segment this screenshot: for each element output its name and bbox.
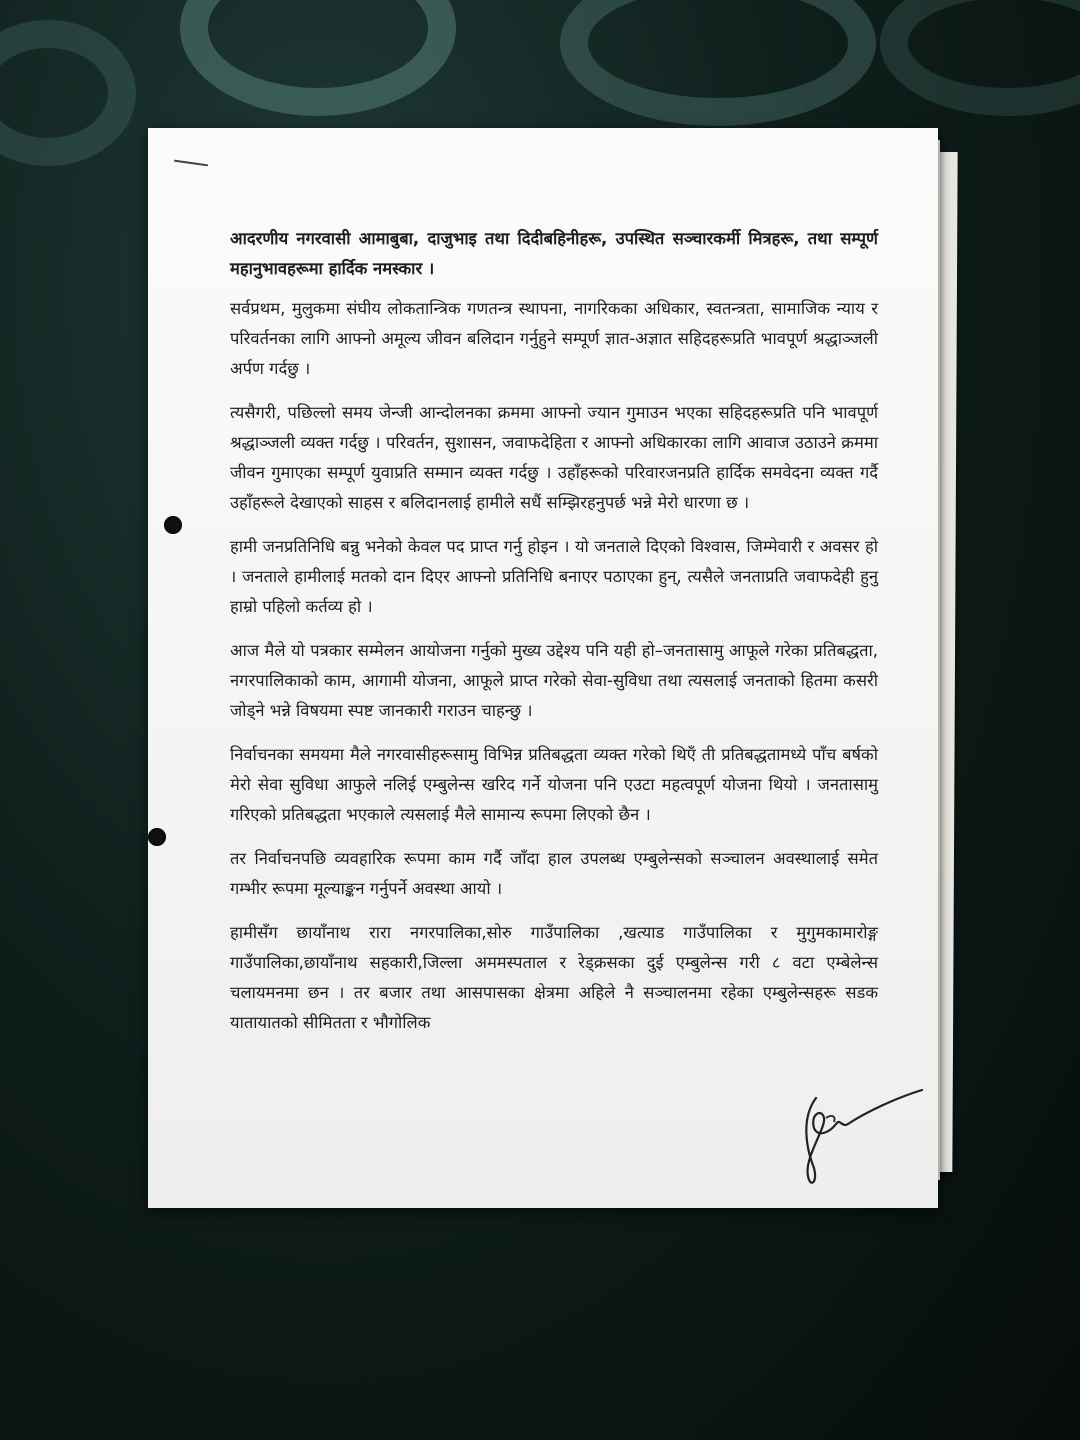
pen-mark	[174, 160, 208, 167]
paragraph: तर निर्वाचनपछि व्यवहारिक रूपमा काम गर्दै जाँदा हाल उपलब्ध एम्बुलेन्सको सञ्चालन अवस्थालाई समेत गम्भीर रूपमा मूल्याङ्कन गर्नुपर्ने अवस्था आयो ।	[230, 849, 878, 898]
paragraph: त्यसैगरी, पछिल्लो समय जेन्जी आन्दोलनका क्रममा आफ्नो ज्यान गुमाउन भएका सहिदहरूप्रति पनि भावपूर्ण श्रद्धाञ्जली व्यक्त गर्दछु । परिवर्तन, सुशासन, जवाफदेहिता र आफ्नो अधिकारका लागि आवाज उठाउने क्रममा जीवन गुमाएका सम्पूर्ण युवाप्रति सम्मान व्यक्त गर्दछु । उहाँहरूको परिवारजनप्रति हार्दिक समवेदना व्यक्त गर्दै उहाँहरूले देखाएको साहस र बलिदानलाई हामीले सधैं सम्झिरहनुपर्छ भन्ने मेरो धारणा छ ।	[230, 403, 878, 512]
paragraph: निर्वाचनका समयमा मैले नगरवासीहरूसामु विभिन्न प्रतिबद्धता व्यक्त गरेको थिएँ ती प्रतिबद्धतामध्ये पाँच बर्षको मेरो सेवा सुविधा आफुले नलिई एम्बुलेन्स खरिद गर्ने योजना पनि एउटा महत्वपूर्ण योजना थियो । जनतासामु गरिएको प्रतिबद्धता भएकाले त्यसलाई मैले सामान्य रूपमा लिएको छैन ।	[230, 745, 878, 824]
background-swirl	[180, 0, 456, 116]
document-page	[148, 128, 938, 1208]
background-swirl	[880, 0, 1080, 116]
document-body	[230, 224, 878, 1052]
paragraph: हामी जनप्रतिनिधि बन्नु भनेको केवल पद प्राप्त गर्नु होइन । यो जनताले दिएको विश्वास, जिम्मेवारी र अवसर हो । जनताले हामीलाई मतको दान दिएर आफ्नो प्रतिनिधि बनाएर पठाएका हुन्, त्यसैले जनताप्रति जवाफदेही हुनु हाम्रो पहिलो कर्तव्य हो ।	[230, 537, 878, 616]
paragraph: हामीसँग छायाँनाथ रारा नगरपालिका,सोरु गाउँपालिका ,खत्याड गाउँपालिका र मुगुमकामारोङ्ग गाउँपालिका,छायाँनाथ सहकारी,जिल्ला अममस्पताल र रेड्क्रसका दुई एम्बुलेन्स गरी ८ वटा एम्बेलेन्स चलायमनमा छन । तर बजार तथा आसपासका क्षेत्रमा अहिले नै सञ्चालनमा रहेका एम्बुलेन्सहरू सडक यातायातको सीमितता र भौगोलिक	[230, 923, 878, 1032]
punch-hole	[164, 516, 182, 534]
punch-hole	[148, 828, 166, 846]
salutation: आदरणीय नगरवासी आमाबुबा, दाजुभाइ तथा दिदीबहिनीहरू, उपस्थित सञ्चारकर्मी मित्रहरू, तथा सम्पूर्ण महानुभावहरूमा हार्दिक नमस्कार ।	[230, 229, 878, 278]
handwritten-signature	[796, 1088, 926, 1198]
paragraph: सर्वप्रथम, मुलुकमा संघीय लोकतान्त्रिक गणतन्त्र स्थापना, नागरिकका अधिकार, स्वतन्त्रता, सामाजिक न्याय र परिवर्तनका लागि आफ्नो अमूल्य जीवन बलिदान गर्नुहुने सम्पूर्ण ज्ञात-अज्ञात सहिदहरूप्रति भावपूर्ण श्रद्धाञ्जली अर्पण गर्दछु ।	[230, 299, 878, 378]
background-swirl	[0, 20, 136, 166]
paragraph: आज मैले यो पत्रकार सम्मेलन आयोजना गर्नुको मुख्य उद्देश्य पनि यही हो–जनतासामु आफूले गरेका प्रतिबद्धता, नगरपालिकाको काम, आगामी योजना, आफूले प्राप्त गरेको सेवा-सुविधा तथा त्यसलाई जनताको हितमा कसरी जोड्ने भन्ने विषयमा स्पष्ट जानकारी गराउन चाहन्छु ।	[230, 641, 878, 720]
background-swirl	[560, 0, 876, 126]
